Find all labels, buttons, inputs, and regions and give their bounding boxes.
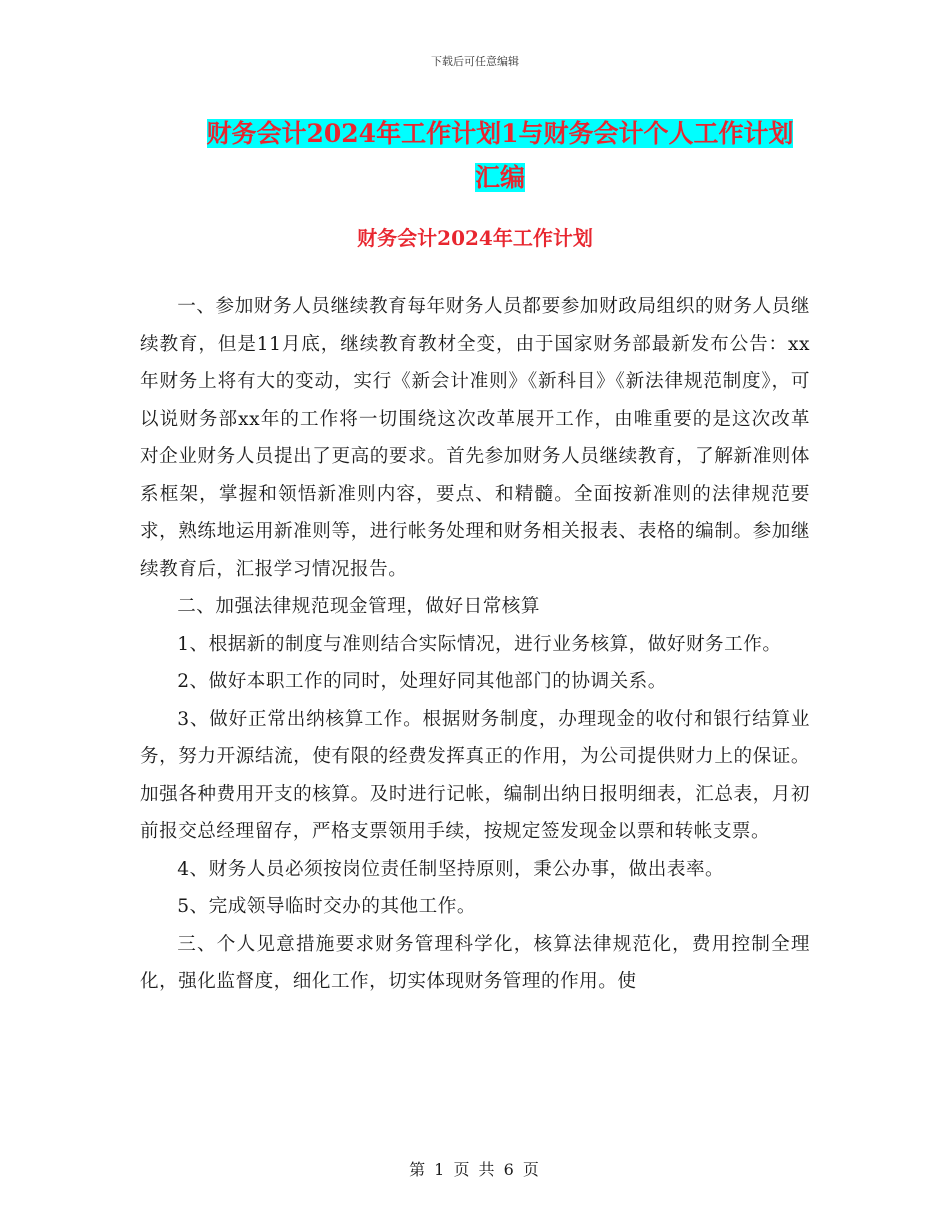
document-title-line1: 财务会计2024年工作计划1与财务会计个人工作计划 (206, 119, 794, 148)
paragraph: 3、做好正常出纳核算工作。根据财务制度，办理现金的收付和银行结算业务，努力开源结流，使有限的经费发挥真正的作用，为公司提供财力上的保证。加强各种费用开支的核算。及时进行记帐，编制出纳日报明细表，汇总表，月初前报交总经理留存，严格支票领用手续，按规定签发现金以票和转帐支票。 (140, 708, 810, 842)
paragraph: 4、财务人员必须按岗位责任制坚持原则，秉公办事，做出表率。 (177, 858, 725, 880)
document-title-line2: 汇编 (474, 163, 525, 192)
page-footer: 第 1 页 共 6 页 (409, 1160, 541, 1179)
paragraph: 二、加强法律规范现金管理，做好日常核算 (177, 596, 540, 617)
paragraph: 5、完成领导临时交办的其他工作。 (177, 896, 476, 917)
document-body (140, 288, 810, 1001)
paragraph: 1、根据新的制度与准则结合实际情况，进行业务核算，做好财务工作。 (177, 633, 782, 655)
paragraph: 一、参加财务人员继续教育每年财务人员都要参加财政局组织的财务人员继续教育，但是11月底，继续教育教材全变，由于国家财务部最新发布公告：xx年财务上将有大的变动，实行《新会计准则》《新科目》《新法律规范制度》，可以说财务部xx年的工作将一切围绕这次改革展开工作，由唯重要的是这次改革对企业财务人员提出了更高的要求。首先参加财务人员继续教育，了解新准则体系框架，掌握和领悟新准则内容，要点、和精髓。全面按新准则的法律规范要求，熟练地运用新准则等，进行帐务处理和财务相关报表、表格的编制。参加继续教育后，汇报学习情况报告。 (140, 296, 810, 580)
paragraph: 2、做好本职工作的同时，处理好同其他部门的协调关系。 (177, 671, 667, 692)
section-title: 财务会计2024年工作计划 (357, 226, 593, 250)
header-note: 下载后可任意编辑 (431, 55, 519, 68)
document-title (140, 112, 860, 200)
paragraph: 三、个人见意措施要求财务管理科学化，核算法律规范化，费用控制全理化，强化监督度，细化工作，切实体现财务管理的作用。使 (140, 933, 810, 992)
